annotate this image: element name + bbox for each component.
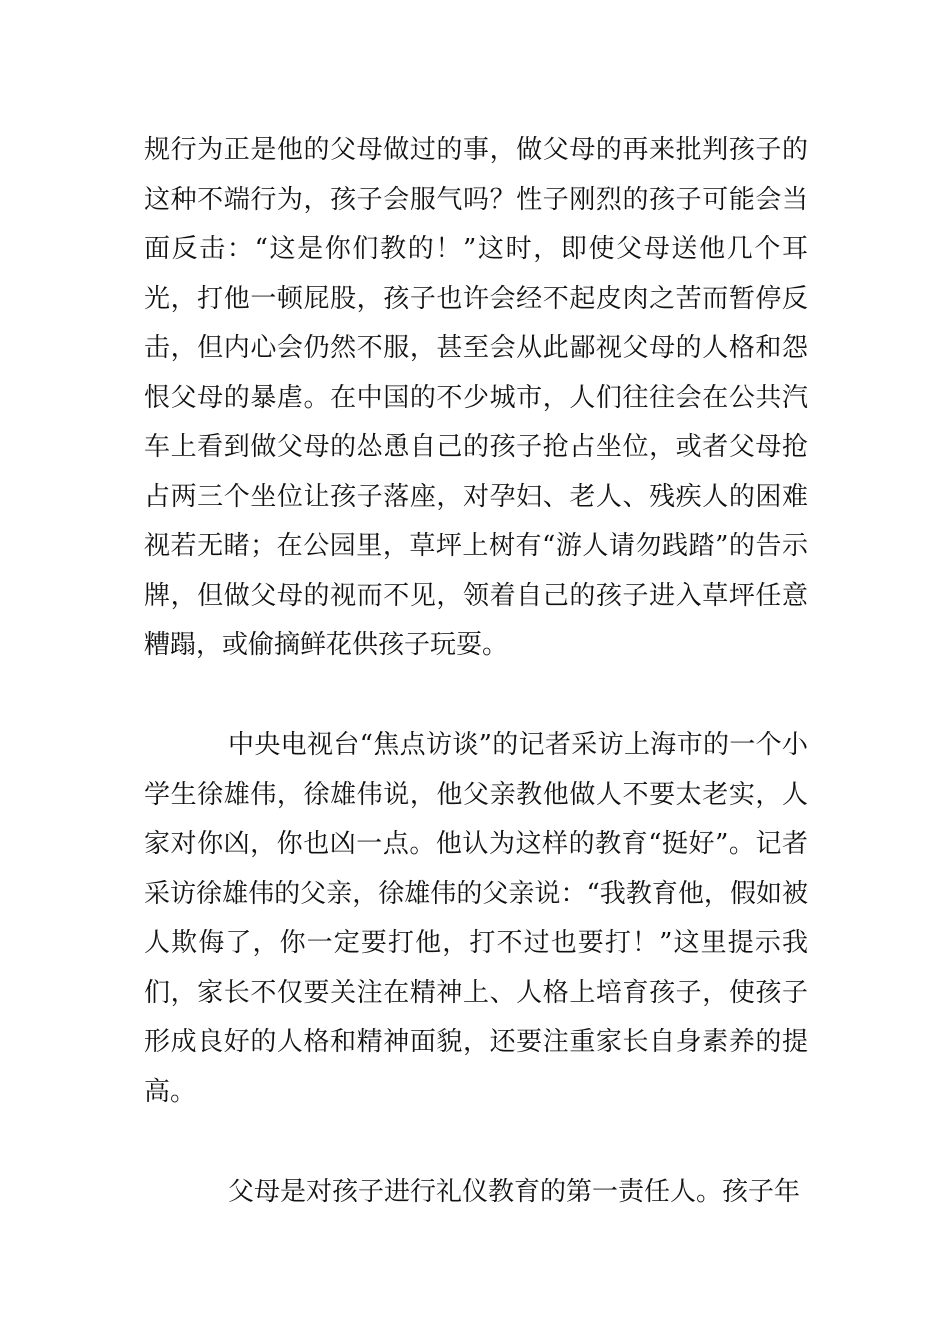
paragraph-3: 父母是对孩子进行礼仪教育的第一责任人。孩子年 (228, 1177, 801, 1207)
paragraph-1: 规行为正是他的父母做过的事，做父母的再来批判孩子的这种不端行为，孩子会服气吗？性子刚烈的孩子可能会当面反击：“这是你们教的！”这时，即使父母送他几个耳光，打他一顿屁股，孩子也许会经不起皮肉之苦而暂停反击，但内心会仍然不服，甚至会从此鄙视父母的人格和怨恨父母的暴虐。在中国的不少城市，人们往往会在公共汽车上看到做父母的怂恿自己的孩子抢占坐位，或者父母抢占两三个坐位让孩子落座，对孕妇、老人、残疾人的困难视若无睹；在公园里，草坪上树有“游人请勿践踏”的告示牌，但做父母的视而不见，领着自己的孩子进入草坪任意糟蹋，或偷摘鲜花供孩子玩耍。 (144, 135, 808, 660)
paragraph-2: 中央电视台“焦点访谈”的记者采访上海市的一个小学生徐雄伟，徐雄伟说，他父亲教他做人不要太老实，人家对你凶，你也凶一点。他认为这样的教育“挺好”。记者采访徐雄伟的父亲，徐雄伟的父亲说：“我教育他，假如被人欺侮了，你一定要打他，打不过也要打！”这里提示我们，家长不仅要关注在精神上、人格上培育孩子，使孩子形成良好的人格和精神面貌，还要注重家长自身素养的提高。 (144, 730, 808, 1107)
